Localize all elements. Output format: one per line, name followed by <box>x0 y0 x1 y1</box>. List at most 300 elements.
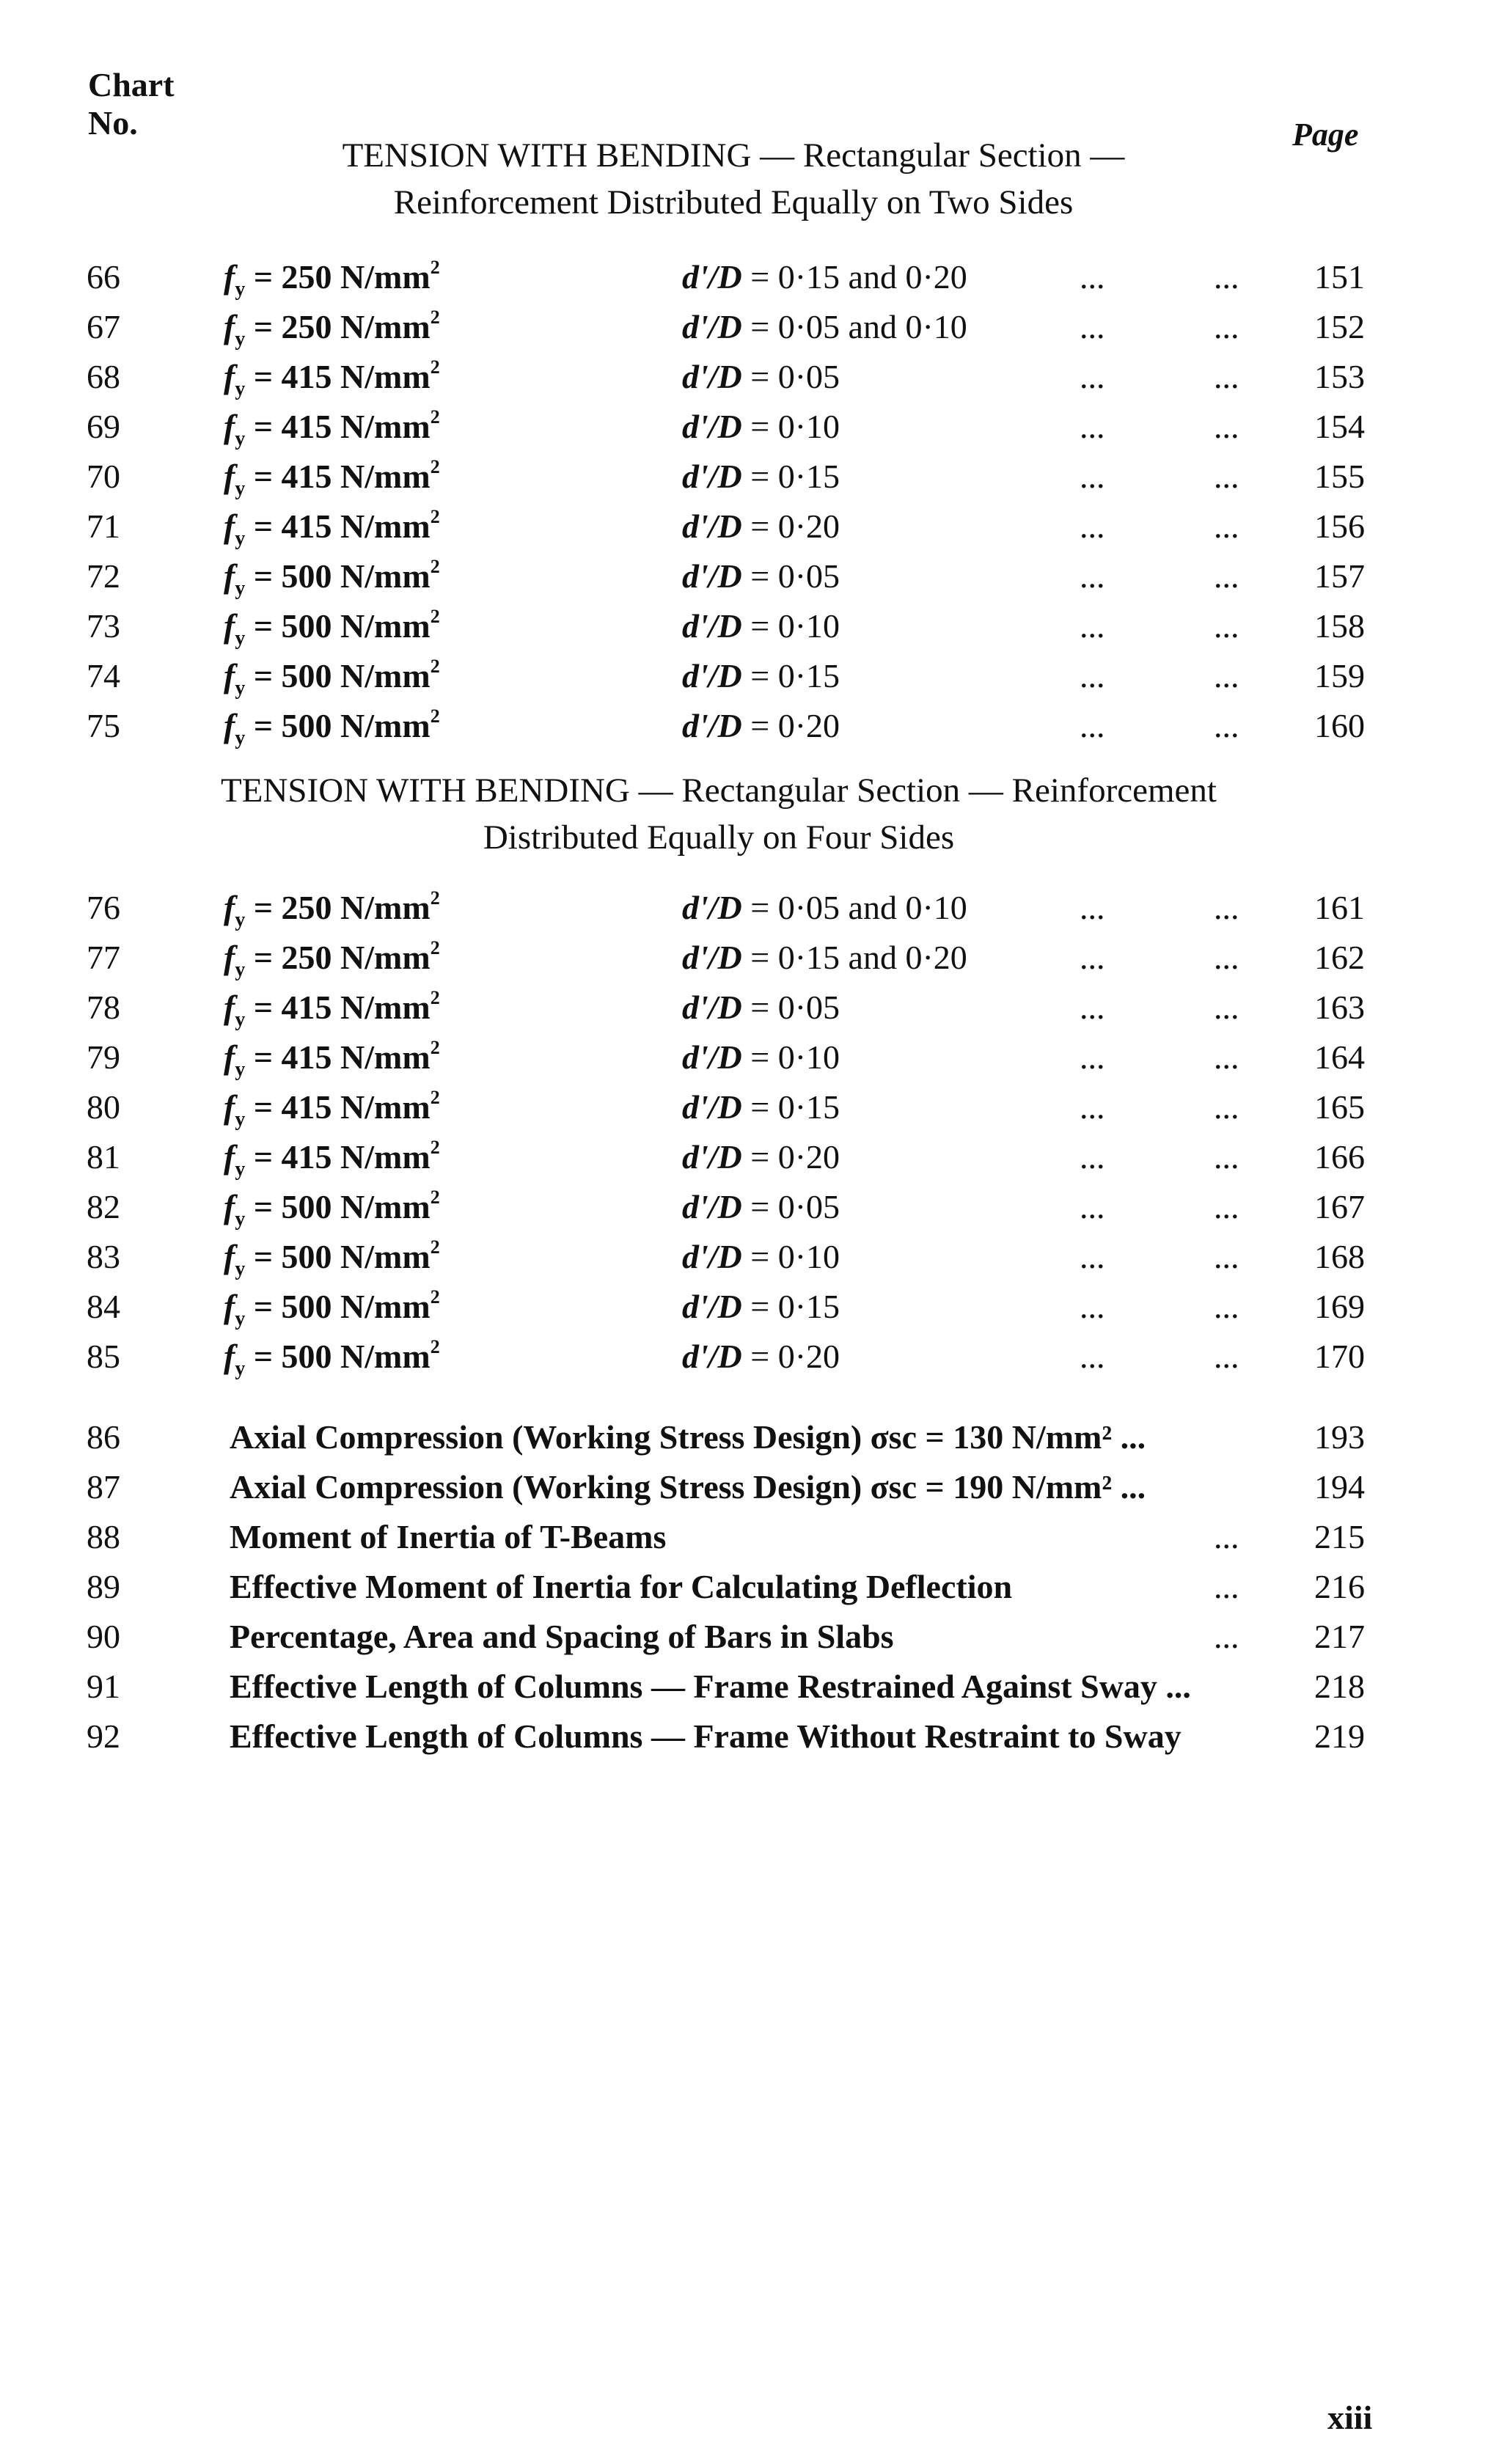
unit: N/mm <box>340 1338 431 1375</box>
unit: N/mm <box>340 1188 431 1225</box>
fy-value: 500 <box>281 1288 332 1325</box>
chart-description: Axial Compression (Working Stress Design) σsc = 130 N/mm² ... <box>230 1418 1146 1456</box>
dd-value: 0·20 <box>777 707 840 744</box>
leader-dots: ... <box>1080 657 1105 694</box>
page-number: 155 <box>1314 458 1365 495</box>
equals-sign: = <box>741 1038 778 1076</box>
contents-row <box>0 651 1502 701</box>
fy-spec <box>224 701 440 763</box>
dd-value: 0·15 <box>777 1288 840 1325</box>
contents-row <box>0 452 1502 502</box>
leader-dots: ... <box>1080 1338 1105 1375</box>
equals-sign: = <box>245 557 282 595</box>
fy-symbol: f <box>224 258 235 296</box>
unit-superscript: 2 <box>430 656 440 677</box>
dd-symbol: d'/D <box>682 458 742 495</box>
dd-symbol: d'/D <box>682 557 742 595</box>
leader-dots: ... <box>1080 607 1105 645</box>
section1-title-line2: Reinforcement Distributed Equally on Two Sides <box>393 183 1074 221</box>
unit: N/mm <box>340 1088 431 1126</box>
equals-sign: = <box>741 939 778 976</box>
dd-value: 0·05 and 0·10 <box>777 308 967 345</box>
unit: N/mm <box>340 507 431 545</box>
leader-dots: ... <box>1080 308 1105 345</box>
dd-ratio <box>682 933 967 983</box>
fy-value: 415 <box>281 989 332 1026</box>
chart-number: 71 <box>87 507 120 545</box>
fy-subscript: y <box>235 527 246 551</box>
leader-dots: ... <box>1214 1338 1239 1375</box>
fy-symbol: f <box>224 707 235 744</box>
dd-value: 0·10 <box>777 1038 840 1076</box>
dd-value: 0·05 <box>777 557 840 595</box>
chart-description: Effective Moment of Inertia for Calculating Deflection <box>230 1568 1013 1605</box>
dd-value: 0·15 <box>777 657 840 694</box>
equals-sign: = <box>741 408 778 445</box>
equals-sign: = <box>245 657 282 694</box>
fy-symbol: f <box>224 657 235 694</box>
page-number: 193 <box>1314 1418 1365 1456</box>
dd-symbol: d'/D <box>682 1188 742 1225</box>
leader-dots: ... <box>1080 258 1105 296</box>
dd-value: 0·05 and 0·10 <box>777 889 967 926</box>
dd-value: 0·05 <box>777 989 840 1026</box>
contents-row <box>0 402 1502 452</box>
page-number: 167 <box>1314 1188 1365 1225</box>
contents-row <box>0 1282 1502 1332</box>
equals-sign: = <box>741 258 778 296</box>
page-number: 160 <box>1314 707 1365 744</box>
dd-symbol: d'/D <box>682 939 742 976</box>
dd-symbol: d'/D <box>682 1138 742 1176</box>
page-number: 158 <box>1314 607 1365 645</box>
fy-value: 250 <box>281 258 332 296</box>
chart-heading-line1: Chart <box>88 66 175 103</box>
leader-dots: ... <box>1080 1038 1105 1076</box>
chart-description: Percentage, Area and Spacing of Bars in Slabs <box>230 1618 894 1655</box>
equals-sign: = <box>245 1138 282 1176</box>
dd-ratio <box>682 302 967 352</box>
fy-subscript: y <box>235 378 246 401</box>
page-number: 218 <box>1314 1668 1365 1705</box>
equals-sign: = <box>245 707 282 744</box>
page-number: 164 <box>1314 1038 1365 1076</box>
dd-ratio <box>682 1282 840 1332</box>
leader-dots: ... <box>1080 1088 1105 1126</box>
equals-sign: = <box>245 458 282 495</box>
leader-dots: ... <box>1214 1138 1239 1176</box>
dd-value: 0·20 <box>777 507 840 545</box>
fy-value: 500 <box>281 1188 332 1225</box>
leader-dots: ... <box>1214 657 1239 694</box>
page-number: 161 <box>1314 889 1365 926</box>
chart-description: Effective Length of Columns — Frame Without Restraint to Sway <box>230 1717 1182 1755</box>
leader-dots: ... <box>1080 707 1105 744</box>
page-number: 156 <box>1314 507 1365 545</box>
fy-subscript: y <box>235 428 246 451</box>
contents-row <box>0 551 1502 601</box>
equals-sign: = <box>245 258 282 296</box>
leader-dots: ... <box>1214 507 1239 545</box>
equals-sign: = <box>741 607 778 645</box>
dd-ratio <box>682 883 967 933</box>
leader-dots: ... <box>1080 1188 1105 1225</box>
contents-row <box>0 883 1502 933</box>
fy-symbol: f <box>224 607 235 645</box>
fy-symbol: f <box>224 1288 235 1325</box>
section1-rows <box>0 252 1502 751</box>
unit-superscript: 2 <box>430 257 440 278</box>
chart-number: 73 <box>87 607 120 645</box>
unit-superscript: 2 <box>430 456 440 477</box>
fy-value: 415 <box>281 1088 332 1126</box>
unit: N/mm <box>340 1238 431 1275</box>
unit-superscript: 2 <box>430 1336 440 1357</box>
fy-value: 415 <box>281 1138 332 1176</box>
leader-dots: ... <box>1214 1038 1239 1076</box>
fy-subscript: y <box>235 1108 246 1132</box>
unit-superscript: 2 <box>430 1286 440 1308</box>
fy-symbol: f <box>224 308 235 345</box>
fy-subscript: y <box>235 909 246 932</box>
contents-row <box>0 1612 1502 1662</box>
dd-symbol: d'/D <box>682 258 742 296</box>
contents-row <box>0 1462 1502 1512</box>
contents-row <box>0 1332 1502 1382</box>
fy-subscript: y <box>235 727 246 750</box>
leader-dots: ... <box>1080 1288 1105 1325</box>
section2-title-line1: TENSION WITH BENDING — Rectangular Section — Reinforcement <box>221 771 1217 810</box>
contents-row <box>0 1412 1502 1462</box>
leader-dots: ... <box>1080 1138 1105 1176</box>
leader-dots: ... <box>1214 1088 1239 1126</box>
chart-number: 82 <box>87 1188 120 1225</box>
unit: N/mm <box>340 408 431 445</box>
equals-sign: = <box>741 557 778 595</box>
unit: N/mm <box>340 1138 431 1176</box>
leader-dots: ... <box>1214 308 1239 345</box>
fy-symbol: f <box>224 1238 235 1275</box>
contents-row <box>0 1512 1502 1562</box>
fy-symbol: f <box>224 939 235 976</box>
fy-subscript: y <box>235 328 246 351</box>
unit-superscript: 2 <box>430 937 440 958</box>
equals-sign: = <box>245 358 282 395</box>
equals-sign: = <box>741 308 778 345</box>
dd-value: 0·10 <box>777 408 840 445</box>
contents-row <box>0 983 1502 1033</box>
dd-value: 0·10 <box>777 607 840 645</box>
chart-number: 67 <box>87 308 120 345</box>
contents-row <box>0 502 1502 551</box>
contents-row <box>0 1182 1502 1232</box>
leader-dots: ... <box>1214 1188 1239 1225</box>
equals-sign: = <box>741 358 778 395</box>
leader-dots: ... <box>1080 507 1105 545</box>
page-number: 159 <box>1314 657 1365 694</box>
contents-row <box>0 1232 1502 1282</box>
fy-symbol: f <box>224 1188 235 1225</box>
fy-subscript: y <box>235 577 246 601</box>
page-number: 194 <box>1314 1468 1365 1506</box>
page-number: 216 <box>1314 1568 1365 1605</box>
contents-row <box>0 252 1502 302</box>
leader-dots: ... <box>1214 358 1239 395</box>
fy-symbol: f <box>224 408 235 445</box>
dd-ratio <box>682 252 967 302</box>
dd-value: 0·15 <box>777 1088 840 1126</box>
dd-ratio <box>682 402 840 452</box>
dd-symbol: d'/D <box>682 889 742 926</box>
unit-superscript: 2 <box>430 307 440 328</box>
chart-number: 81 <box>87 1138 120 1176</box>
dd-symbol: d'/D <box>682 1288 742 1325</box>
fy-subscript: y <box>235 1357 246 1381</box>
chart-number: 92 <box>87 1717 120 1755</box>
contents-row <box>0 933 1502 983</box>
contents-row <box>0 1662 1502 1712</box>
dd-symbol: d'/D <box>682 358 742 395</box>
dd-symbol: d'/D <box>682 408 742 445</box>
equals-sign: = <box>741 1088 778 1126</box>
equals-sign: = <box>741 1238 778 1275</box>
contents-row <box>0 601 1502 651</box>
dd-symbol: d'/D <box>682 989 742 1026</box>
equals-sign: = <box>741 507 778 545</box>
chart-number: 88 <box>87 1518 120 1555</box>
page-folio: xiii <box>1327 2399 1373 2436</box>
page-number: 166 <box>1314 1138 1365 1176</box>
chart-number: 72 <box>87 557 120 595</box>
chart-number: 84 <box>87 1288 120 1325</box>
section3-rows <box>0 1412 1502 1761</box>
unit-superscript: 2 <box>430 1137 440 1158</box>
chart-number: 80 <box>87 1088 120 1126</box>
dd-value: 0·05 <box>777 358 840 395</box>
equals-sign: = <box>245 308 282 345</box>
fy-symbol: f <box>224 557 235 595</box>
fy-subscript: y <box>235 1008 246 1032</box>
dd-ratio <box>682 1082 840 1132</box>
dd-ratio <box>682 502 840 551</box>
page-number: 215 <box>1314 1518 1365 1555</box>
dd-value: 0·05 <box>777 1188 840 1225</box>
page-number: 169 <box>1314 1288 1365 1325</box>
unit: N/mm <box>340 889 431 926</box>
equals-sign: = <box>245 507 282 545</box>
unit-superscript: 2 <box>430 556 440 577</box>
fy-value: 500 <box>281 607 332 645</box>
dd-ratio <box>682 983 840 1033</box>
leader-dots: ... <box>1214 557 1239 595</box>
leader-dots: ... <box>1214 1568 1239 1605</box>
chart-number: 90 <box>87 1618 120 1655</box>
leader-dots: ... <box>1080 358 1105 395</box>
fy-value: 415 <box>281 408 332 445</box>
contents-row <box>0 352 1502 402</box>
fy-value: 500 <box>281 557 332 595</box>
page-number: 152 <box>1314 308 1365 345</box>
unit: N/mm <box>340 308 431 345</box>
equals-sign: = <box>245 1088 282 1126</box>
leader-dots: ... <box>1214 939 1239 976</box>
fy-value: 500 <box>281 707 332 744</box>
fy-value: 415 <box>281 507 332 545</box>
leader-dots: ... <box>1080 1238 1105 1275</box>
equals-sign: = <box>741 458 778 495</box>
page-number: 162 <box>1314 939 1365 976</box>
chart-description: Effective Length of Columns — Frame Restrained Against Sway ... <box>230 1668 1191 1705</box>
contents-row <box>0 302 1502 352</box>
section1-title-line1: TENSION WITH BENDING — Rectangular Section — <box>342 136 1125 175</box>
dd-ratio <box>682 701 840 751</box>
chart-number: 74 <box>87 657 120 694</box>
chart-number: 70 <box>87 458 120 495</box>
page-number: 151 <box>1314 258 1365 296</box>
fy-subscript: y <box>235 958 246 982</box>
equals-sign: = <box>741 1188 778 1225</box>
leader-dots: ... <box>1214 1618 1239 1655</box>
leader-dots: ... <box>1214 607 1239 645</box>
chart-number: 66 <box>87 258 120 296</box>
chart-number: 91 <box>87 1668 120 1705</box>
fy-value: 415 <box>281 458 332 495</box>
fy-subscript: y <box>235 1158 246 1181</box>
fy-subscript: y <box>235 627 246 650</box>
equals-sign: = <box>245 1238 282 1275</box>
chart-number: 86 <box>87 1418 120 1456</box>
fy-symbol: f <box>224 458 235 495</box>
equals-sign: = <box>245 1338 282 1375</box>
page-number: 170 <box>1314 1338 1365 1375</box>
unit-superscript: 2 <box>430 1187 440 1208</box>
dd-ratio <box>682 1132 840 1182</box>
leader-dots: ... <box>1214 258 1239 296</box>
dd-symbol: d'/D <box>682 657 742 694</box>
leader-dots: ... <box>1214 989 1239 1026</box>
unit: N/mm <box>340 557 431 595</box>
leader-dots: ... <box>1080 458 1105 495</box>
equals-sign: = <box>741 1288 778 1325</box>
unit: N/mm <box>340 1038 431 1076</box>
chart-description: Moment of Inertia of T-Beams <box>230 1518 667 1555</box>
section2-title-line2: Distributed Equally on Four Sides <box>483 818 955 857</box>
chart-no-heading <box>88 66 175 142</box>
chart-number: 85 <box>87 1338 120 1375</box>
equals-sign: = <box>245 1038 282 1076</box>
fy-subscript: y <box>235 477 246 501</box>
dd-symbol: d'/D <box>682 308 742 345</box>
equals-sign: = <box>245 939 282 976</box>
leader-dots: ... <box>1214 408 1239 445</box>
fy-subscript: y <box>235 278 246 301</box>
dd-value: 0·10 <box>777 1238 840 1275</box>
dd-ratio <box>682 601 840 651</box>
contents-row <box>0 1562 1502 1612</box>
dd-ratio <box>682 352 840 402</box>
leader-dots: ... <box>1080 889 1105 926</box>
chart-number: 87 <box>87 1468 120 1506</box>
chart-number: 76 <box>87 889 120 926</box>
chart-number: 77 <box>87 939 120 976</box>
unit-superscript: 2 <box>430 887 440 909</box>
fy-symbol: f <box>224 1138 235 1176</box>
leader-dots: ... <box>1214 707 1239 744</box>
equals-sign: = <box>245 989 282 1026</box>
leader-dots: ... <box>1080 939 1105 976</box>
unit: N/mm <box>340 989 431 1026</box>
dd-symbol: d'/D <box>682 607 742 645</box>
equals-sign: = <box>245 1188 282 1225</box>
chart-description: Axial Compression (Working Stress Design) σsc = 190 N/mm² ... <box>230 1468 1146 1506</box>
chart-number: 79 <box>87 1038 120 1076</box>
unit-superscript: 2 <box>430 606 440 627</box>
fy-value: 250 <box>281 939 332 976</box>
dd-symbol: d'/D <box>682 1338 742 1375</box>
equals-sign: = <box>741 889 778 926</box>
dd-ratio <box>682 1232 840 1282</box>
contents-row <box>0 701 1502 751</box>
equals-sign: = <box>741 1138 778 1176</box>
leader-dots: ... <box>1214 1518 1239 1555</box>
page-number: 165 <box>1314 1088 1365 1126</box>
chart-heading-line2: No. <box>88 104 138 142</box>
unit: N/mm <box>340 707 431 744</box>
section2-rows <box>0 883 1502 1382</box>
unit-superscript: 2 <box>430 1037 440 1058</box>
page-number: 217 <box>1314 1618 1365 1655</box>
dd-symbol: d'/D <box>682 1238 742 1275</box>
fy-subscript: y <box>235 1308 246 1331</box>
fy-value: 500 <box>281 1338 332 1375</box>
fy-subscript: y <box>235 1208 246 1231</box>
leader-dots: ... <box>1080 989 1105 1026</box>
fy-subscript: y <box>235 677 246 700</box>
equals-sign: = <box>741 1338 778 1375</box>
fy-value: 415 <box>281 1038 332 1076</box>
fy-spec <box>224 1332 440 1394</box>
unit-superscript: 2 <box>430 987 440 1008</box>
fy-symbol: f <box>224 507 235 545</box>
fy-value: 500 <box>281 657 332 694</box>
dd-value: 0·20 <box>777 1338 840 1375</box>
fy-subscript: y <box>235 1258 246 1281</box>
leader-dots: ... <box>1214 1238 1239 1275</box>
unit-superscript: 2 <box>430 406 440 428</box>
leader-dots: ... <box>1214 889 1239 926</box>
dd-ratio <box>682 452 840 502</box>
fy-value: 415 <box>281 358 332 395</box>
fy-value: 250 <box>281 308 332 345</box>
chart-number: 83 <box>87 1238 120 1275</box>
chart-number: 89 <box>87 1568 120 1605</box>
dd-ratio <box>682 1332 840 1382</box>
section2-title <box>132 767 1305 861</box>
unit: N/mm <box>340 458 431 495</box>
contents-row <box>0 1033 1502 1082</box>
leader-dots: ... <box>1080 408 1105 445</box>
page-number: 157 <box>1314 557 1365 595</box>
dd-value: 0·20 <box>777 1138 840 1176</box>
equals-sign: = <box>245 607 282 645</box>
fy-value: 500 <box>281 1238 332 1275</box>
fy-subscript: y <box>235 1058 246 1082</box>
dd-ratio <box>682 651 840 701</box>
unit: N/mm <box>340 358 431 395</box>
chart-number: 69 <box>87 408 120 445</box>
fy-value: 250 <box>281 889 332 926</box>
dd-ratio <box>682 551 840 601</box>
